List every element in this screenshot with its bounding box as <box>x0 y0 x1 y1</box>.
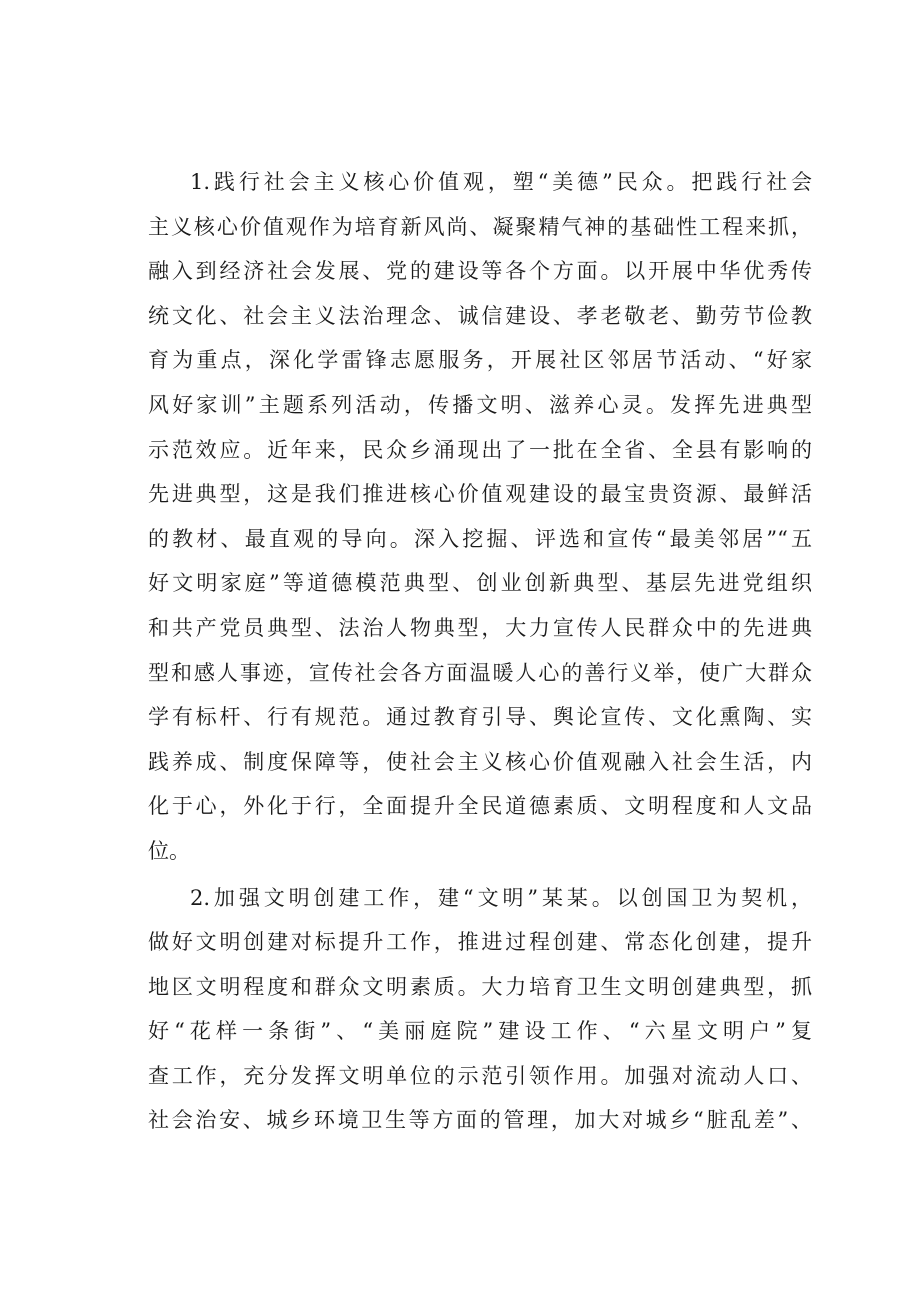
text-line: 的教材、最直观的导向。深入挖掘、评选和宣传“最美邻居”“五 <box>148 526 812 551</box>
text-line: 示范效应。近年来，民众乡涌现出了一批在全省、全县有影响的 <box>148 437 812 462</box>
document-body <box>148 160 812 1143</box>
text-line: 好文明家庭”等道德模范典型、创业创新典型、基层先进党组织 <box>148 571 812 596</box>
text-line: 型和感人事迹，宣传社会各方面温暖人心的善行义举，使广大群众 <box>148 660 812 685</box>
text-line: 做好文明创建对标提升工作，推进过程创建、常态化创建，提升 <box>148 930 812 955</box>
text-line: 1.践行社会主义核心价值观，塑“美德”民众。把践行社会 <box>190 170 812 194</box>
text-line: 查工作，充分发挥文明单位的示范引领作用。加强对流动人口、 <box>148 1063 812 1088</box>
text-line: 社会治安、城乡环境卫生等方面的管理，加大对城乡“脏乱差”、 <box>148 1108 812 1133</box>
text-line: 学有标杆、行有规范。通过教育引导、舆论宣传、文化熏陶、实 <box>148 705 812 730</box>
text-line: 先进典型，这是我们推进核心价值观建设的最宝贵资源、最鲜活 <box>148 482 812 507</box>
text-line: 地区文明程度和群众文明素质。大力培育卫生文明创建典型，抓 <box>148 974 812 999</box>
text-line: 位。 <box>148 838 190 863</box>
text-line: 好“花样一条街”、“美丽庭院”建设工作、“六星文明户”复 <box>148 1019 812 1044</box>
text-line: 统文化、社会主义法治理念、诚信建设、孝老敬老、勤劳节俭教 <box>148 303 812 328</box>
text-line: 主义核心价值观作为培育新风尚、凝聚精气神的基础性工程来抓， <box>148 214 812 239</box>
text-line: 育为重点，深化学雷锋志愿服务，开展社区邻居节活动、“好家 <box>148 348 812 373</box>
text-line: 践养成、制度保障等，使社会主义核心价值观融入社会生活，内 <box>148 749 812 774</box>
text-line: 和共产党员典型、法治人物典型，大力宣传人民群众中的先进典 <box>148 615 812 640</box>
text-line: 风好家训”主题系列活动，传播文明、滋养心灵。发挥先进典型 <box>148 392 812 417</box>
text-line: 化于心，外化于行，全面提升全民道德素质、文明程度和人文品 <box>148 794 812 819</box>
text-line: 融入到经济社会发展、党的建设等各个方面。以开展中华优秀传 <box>148 259 812 284</box>
paragraph-2 <box>148 876 812 1144</box>
text-line: 2.加强文明创建工作，建“文明”某某。以创国卫为契机， <box>190 885 812 910</box>
paragraph-1 <box>148 160 812 874</box>
